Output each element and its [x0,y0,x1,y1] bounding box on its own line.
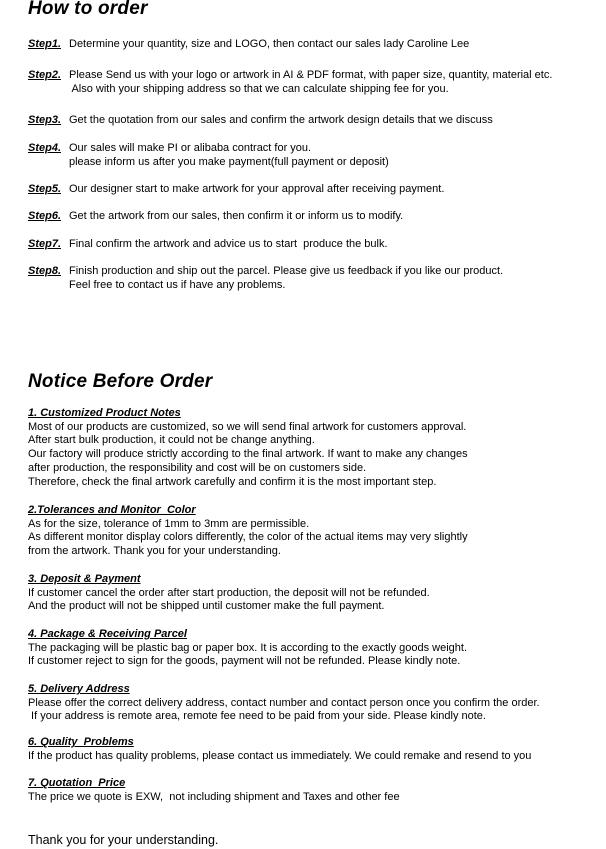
notice-line: If your address is remote area, remote fee need to be paid from your side. Please kindly note. [28,710,486,723]
notice-section-title: 6. Quality Problems [28,736,134,748]
notice-line: from the artwork. Thank you for your understanding. [28,545,281,558]
notice-line: Therefore, check the final artwork carefully and confirm it is the most important step. [28,475,437,488]
step-text: Final confirm the artwork and advice us to start produce the bulk. [69,238,388,250]
step-8 [28,264,503,292]
step-2 [28,68,552,96]
notice-section-title: 7. Quotation Price [28,777,126,789]
step-7 [28,237,388,251]
step-number: Step5. [28,183,62,195]
notice-title: Notice Before Order [28,371,213,392]
notice-line: And the product will not be shipped until customer make the full payment. [28,600,385,613]
notice-section-title: 3. Deposit & Payment [28,573,141,585]
notice-line: Please offer the correct delivery address, contact number and contact person once you confirm the order. [28,696,540,709]
step-4 [28,141,389,169]
step-3 [28,113,493,127]
step-number: Step8. [28,265,62,277]
notice-line: If the product has quality problems, please contact us immediately. We could remake and resend to you [28,749,532,762]
how-to-order-title: How to order [28,0,148,19]
notice-section-5 [28,683,540,724]
notice-section-1 [28,407,468,489]
notice-section-6 [28,736,531,763]
step-number: Step4. [28,142,62,154]
step-text: Our sales will make PI or alibaba contract for you. [69,142,312,154]
step-6 [28,209,403,223]
notice-section-title: 4. Package & Receiving Parcel [28,628,187,640]
notice-section-7 [28,777,400,804]
notice-line: If customer reject to sign for the goods, payment will not be refunded. Please kindly note. [28,655,461,668]
notice-line: after production, the responsibility and cost will be on customers side. [28,461,367,474]
step-text: Our designer start to make artwork for your approval after receiving payment. [69,183,445,195]
notice-line: As different monitor display colors differently, the color of the actual items may very slightly [28,531,468,544]
step-text: Finish production and ship out the parcel. Please give us feedback if you like our product. [69,265,504,277]
notice-line: Most of our products are customized, so we will send final artwork for customers approval. [28,420,467,433]
step-number: Step7. [28,238,62,250]
notice-section-title: 1. Customized Product Notes [28,407,181,419]
notice-line: The packaging will be plastic bag or paper box. It is according to the exactly goods weight. [28,641,468,654]
step-text: Feel free to contact us if have any problems. [69,279,286,291]
step-text: Get the artwork from our sales, then confirm it or inform us to modify. [69,210,404,222]
step-text: Also with your shipping address so that we can calculate shipping fee for you. [69,83,449,95]
notice-section-3 [28,573,430,614]
notice-line: As for the size, tolerance of 1mm to 3mm are permissible. [28,517,310,530]
notice-section-title: 2.Tolerances and Monitor Color [28,504,196,516]
notice-line: The price we quote is EXW, not including shipment and Taxes and other fee [28,790,400,803]
notice-line: If customer cancel the order after start production, the deposit will not be refunded. [28,586,430,599]
step-text: Determine your quantity, size and LOGO, then contact our sales lady Caroline Lee [69,38,470,50]
step-number: Step3. [28,114,62,126]
notice-section-title: 5. Delivery Address [28,683,130,695]
notice-section-2 [28,504,468,559]
step-text: Get the quotation from our sales and confirm the artwork design details that we discuss [69,114,493,126]
notice-line: Our factory will produce strictly according to the final artwork. If want to make any changes [28,448,468,461]
notice-section-4 [28,628,467,669]
step-5 [28,182,444,196]
step-1 [28,37,469,51]
step-text: Please Send us with your logo or artwork in AI & PDF format, with paper size, quantity, material etc. [69,69,553,81]
notice-line: After start bulk production, it could not be change anything. [28,434,315,447]
step-text: please inform us after you make payment(full payment or deposit) [69,156,389,168]
step-number: Step1. [28,38,62,50]
thank-you-note: Thank you for your understanding. [28,833,219,847]
step-number: Step6. [28,210,62,222]
step-number: Step2. [28,69,62,81]
